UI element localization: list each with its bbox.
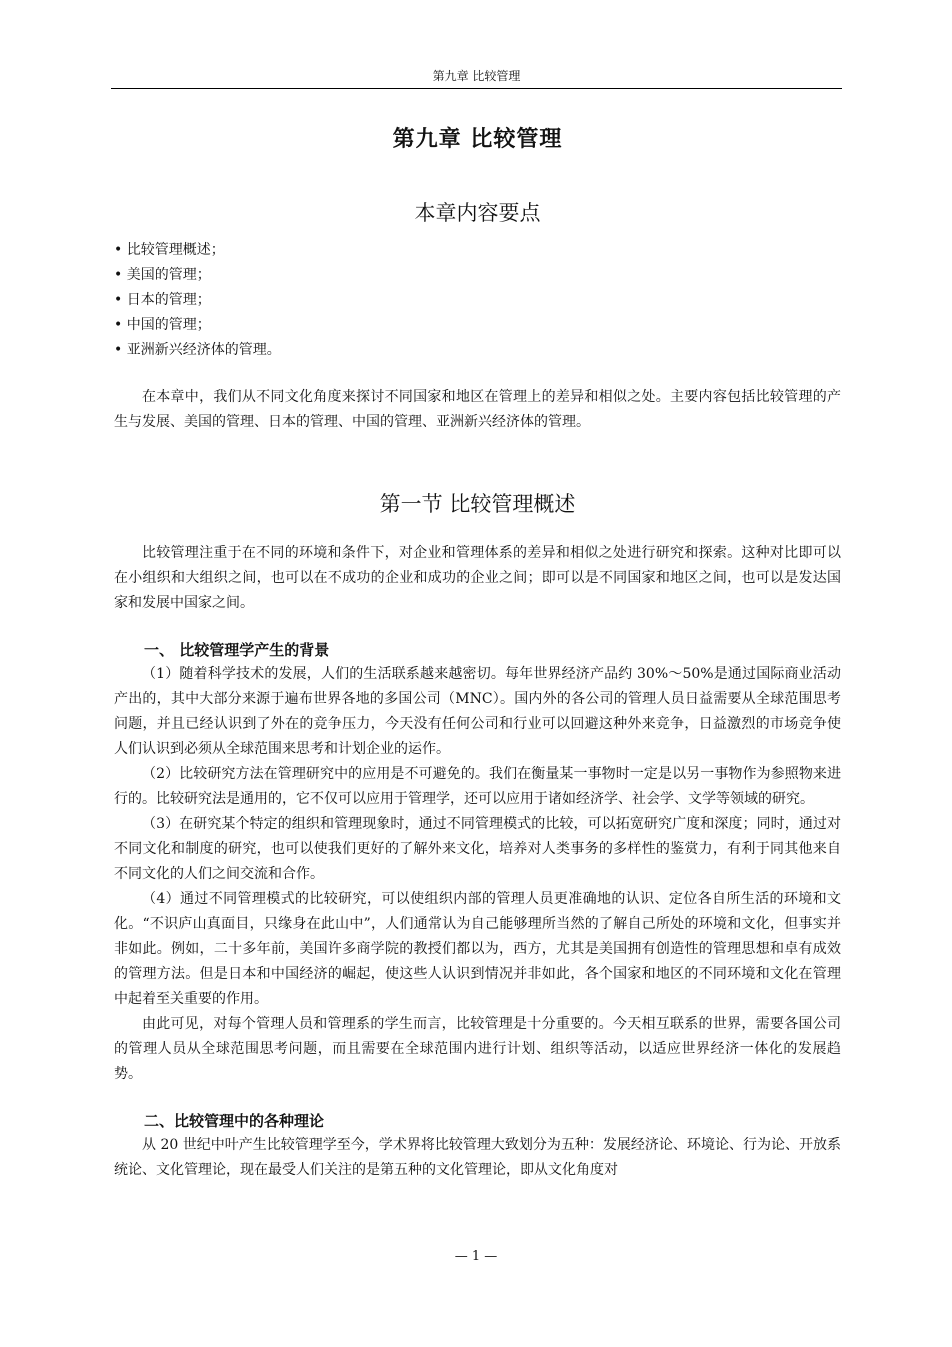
subsection-title-background: 一、 比较管理学产生的背景 [144, 641, 330, 659]
summary-item: • 日本的管理； [114, 288, 841, 313]
summary-list [114, 238, 841, 363]
body-paragraph: 从 20 世纪中叶产生比较管理学至今，学术界将比较管理大致划分为五种：发展经济论、环境论、行为论、开放系统论、文化管理论，现在最受人们关注的是第五种的文化管理论，即从文化角度对 [114, 1137, 841, 1178]
body-paragraph: （4）通过不同管理模式的比较研究，可以使组织内部的管理人员更准确地的认识、定位各自所生活的环境和文化。“不识庐山真面目，只缘身在此山中”，人们通常认为自己能够理所当然的了解自己所处的环境和文化，但事实并非如此。例如，二十多年前，美国许多商学院的教授们都以为，西方，尤其是美国拥有创造性的管理思想和卓有成效的管理方法。但是日本和中国经济的崛起，使这些人认识到情况并非如此，各个国家和地区的不同环境和文化在管理中起着至关重要的作用。 [114, 891, 841, 1007]
header-rule [111, 88, 842, 89]
summary-title: 本章内容要点 [414, 201, 541, 225]
summary-item: • 中国的管理； [114, 313, 841, 338]
subsection-title-theories: 二、比较管理中的各种理论 [144, 1112, 325, 1130]
intro-paragraph: 在本章中，我们从不同文化角度来探讨不同国家和地区在管理上的差异和相似之处。主要内容包括比较管理的产生与发展、美国的管理、日本的管理、中国的管理、亚洲新兴经济体的管理。 [114, 389, 841, 430]
summary-item: • 亚洲新兴经济体的管理。 [114, 338, 841, 363]
section-paragraph: 比较管理注重于在不同的环境和条件下，对企业和管理体系的差异和相似之处进行研究和探索。这种对比即可以在小组织和大组织之间，也可以在不成功的企业和成功的企业之间；即可以是不同国家和地区之间，也可以是发达国家和发展中国家之间。 [114, 545, 841, 611]
summary-item: • 美国的管理； [114, 263, 841, 288]
body-paragraph: （1）随着科学技术的发展，人们的生活联系越来越密切。每年世界经济产品约 30%～50%是通过国际商业活动产出的，其中大部分来源于遍布世界各地的多国公司（MNC）。国内外的各公司的管理人员日益需要从全球范围思考问题，并且已经认识到了外在的竞争压力，今天没有任何公司和行业可以回避这种外来竞争，日益激烈的市场竞争使人们认识到必须从全球范围来思考和计划企业的运作。 [114, 666, 841, 757]
page-number: — 1 — [454, 1249, 498, 1264]
body-paragraph: （2）比较研究方法在管理研究中的应用是不可避免的。我们在衡量某一事物时一定是以另一事物作为参照物来进行的。比较研究法是通用的，它不仅可以应用于管理学，还可以应用于诸如经济学、社会学、文学等领域的研究。 [114, 766, 841, 807]
page-content [114, 124, 841, 1183]
chapter-title: 第九章 比较管理 [392, 127, 563, 152]
body-paragraph: 由此可见，对每个管理人员和管理系的学生而言，比较管理是十分重要的。今天相互联系的世界，需要各国公司的管理人员从全球范围思考问题，而且需要在全球范围内进行计划、组织等活动，以适应世界经济一体化的发展趋势。 [114, 1016, 841, 1082]
section-title: 第一节 比较管理概述 [379, 492, 576, 516]
summary-item: • 比较管理概述； [114, 238, 841, 263]
body-paragraph: （3）在研究某个特定的组织和管理现象时，通过不同管理模式的比较，可以拓宽研究广度和深度；同时，通过对不同文化和制度的研究，也可以使我们更好的了解外来文化，培养对人类事务的多样性的鉴赏力，有利于同其他来自不同文化的人们之间交流和合作。 [114, 816, 841, 882]
running-header: 第九章 比较管理 [432, 69, 521, 83]
